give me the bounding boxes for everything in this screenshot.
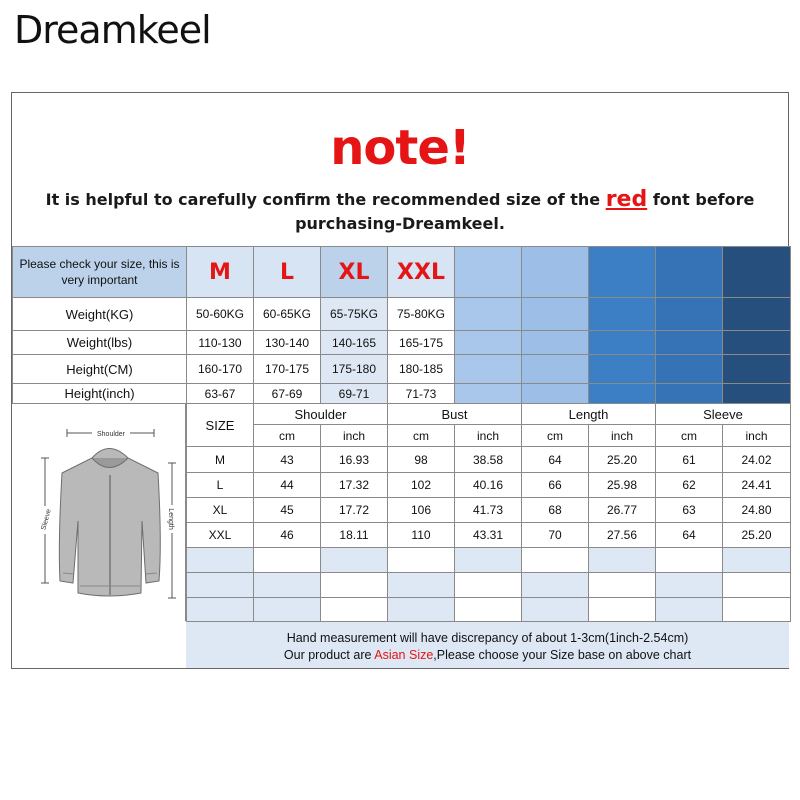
table-row (187, 498, 791, 523)
empty-cell (656, 355, 723, 384)
bust-header: Bust (388, 404, 522, 425)
table-cell: 67-69 (254, 384, 321, 404)
empty-cell (723, 384, 791, 404)
measurement-disclaimer (186, 621, 789, 668)
table-row (13, 298, 791, 331)
brand-logo: Dreamkeel (14, 8, 211, 52)
table-cell: 175-180 (321, 355, 388, 384)
sleeve-dimension-label: Sleeve (40, 508, 53, 531)
empty-cell (589, 331, 656, 355)
table-cell: 98 (388, 447, 455, 473)
note-line-2: purchasing-Dreamkeel. (295, 214, 505, 233)
table-cell: 68 (522, 498, 589, 523)
table-row (187, 523, 791, 548)
length-dimension-label: Length (167, 508, 174, 530)
empty-cell (455, 298, 522, 331)
table-cell: 45 (254, 498, 321, 523)
table-cell: 25.98 (589, 473, 656, 498)
shoulder-header: Shoulder (254, 404, 388, 425)
table-cell: 64 (656, 523, 723, 548)
recommended-size-table (12, 246, 791, 404)
empty-cell (723, 298, 791, 331)
table-cell: 71-73 (388, 384, 455, 404)
table-cell: 41.73 (455, 498, 522, 523)
size-cell: XL (187, 498, 254, 523)
unit-header: cm (388, 425, 455, 447)
unit-header: cm (254, 425, 321, 447)
table-cell: 106 (388, 498, 455, 523)
empty-cell (522, 298, 589, 331)
disclaimer-line-2-pre: Our product are (283, 648, 372, 662)
table-cell: 61 (656, 447, 723, 473)
disclaimer-line-2 (186, 647, 789, 664)
note-line-1 (0, 186, 800, 211)
empty-row (187, 573, 791, 598)
empty-cell (589, 355, 656, 384)
table-row (187, 473, 791, 498)
table-row (13, 355, 791, 384)
table-cell: 60-65KG (254, 298, 321, 331)
empty-cell (522, 355, 589, 384)
hoodie-icon (59, 449, 160, 597)
table-cell: 180-185 (388, 355, 455, 384)
table-cell: 43.31 (455, 523, 522, 548)
empty-cell (656, 298, 723, 331)
unit-header: inch (723, 425, 791, 447)
table-row (13, 331, 791, 355)
row-label: Weight(KG) (13, 298, 187, 331)
asian-size-label: Asian Size (374, 648, 434, 662)
table-cell: 70 (522, 523, 589, 548)
empty-cell (455, 331, 522, 355)
empty-cell (522, 247, 589, 298)
empty-cell (656, 384, 723, 404)
jacket-measurement-figure (12, 403, 186, 621)
size-cell: XXL (187, 523, 254, 548)
note-red-word: red (605, 187, 648, 212)
size-header-xxl: XXL (388, 247, 455, 298)
table-cell: 25.20 (589, 447, 656, 473)
table-cell: 17.72 (321, 498, 388, 523)
table-cell: 27.56 (589, 523, 656, 548)
table-cell: 24.41 (723, 473, 791, 498)
empty-cell (522, 384, 589, 404)
table-cell: 18.11 (321, 523, 388, 548)
empty-cell (522, 331, 589, 355)
table-cell: 17.32 (321, 473, 388, 498)
unit-header: inch (589, 425, 656, 447)
note-line-1-pre: It is helpful to carefully confirm the recommended size of the (45, 190, 601, 209)
unit-header: inch (321, 425, 388, 447)
empty-cell (455, 384, 522, 404)
unit-header: inch (455, 425, 522, 447)
table-cell: 160-170 (187, 355, 254, 384)
empty-cell (656, 331, 723, 355)
sleeve-header: Sleeve (656, 404, 791, 425)
table-cell: 43 (254, 447, 321, 473)
table-cell: 24.80 (723, 498, 791, 523)
table-cell: 170-175 (254, 355, 321, 384)
empty-cell (723, 247, 791, 298)
empty-cell (723, 355, 791, 384)
table-cell: 110 (388, 523, 455, 548)
table-row (13, 384, 791, 404)
table-row (187, 447, 791, 473)
table-cell: 38.58 (455, 447, 522, 473)
size-header-xl: XL (321, 247, 388, 298)
disclaimer-line-2-post: ,Please choose your Size base on above chart (433, 648, 692, 662)
table-cell: 66 (522, 473, 589, 498)
table-cell: 44 (254, 473, 321, 498)
row-label: Weight(lbs) (13, 331, 187, 355)
note-line-1-post: font before (652, 190, 755, 209)
table-cell: 40.16 (455, 473, 522, 498)
empty-cell (656, 247, 723, 298)
table-cell: 102 (388, 473, 455, 498)
size-cell: L (187, 473, 254, 498)
empty-cell (723, 331, 791, 355)
table-cell: 75-80KG (388, 298, 455, 331)
shoulder-dimension-label: Shoulder (96, 431, 126, 438)
table-cell: 46 (254, 523, 321, 548)
measurement-table (186, 403, 791, 622)
table-cell: 26.77 (589, 498, 656, 523)
table-cell: 50-60KG (187, 298, 254, 331)
length-header: Length (522, 404, 656, 425)
table-cell: 69-71 (321, 384, 388, 404)
row-label: Height(CM) (13, 355, 187, 384)
unit-header: cm (656, 425, 723, 447)
table-cell: 165-175 (388, 331, 455, 355)
empty-cell (589, 247, 656, 298)
table-cell: 62 (656, 473, 723, 498)
table-cell: 16.93 (321, 447, 388, 473)
table-cell: 140-165 (321, 331, 388, 355)
size-column-header: SIZE (187, 404, 254, 447)
empty-row (187, 598, 791, 622)
table-cell: 63 (656, 498, 723, 523)
empty-row (187, 548, 791, 573)
row-label: Height(inch) (13, 384, 187, 404)
note-title: note! (330, 120, 470, 176)
size-cell: M (187, 447, 254, 473)
empty-cell (455, 355, 522, 384)
table-cell: 63-67 (187, 384, 254, 404)
table-cell: 24.02 (723, 447, 791, 473)
table-cell: 110-130 (187, 331, 254, 355)
empty-cell (589, 384, 656, 404)
table-cell: 25.20 (723, 523, 791, 548)
size-header-l: L (254, 247, 321, 298)
size-check-header: Please check your size, this is very important (13, 247, 187, 298)
empty-cell (589, 298, 656, 331)
disclaimer-line-1: Hand measurement will have discrepancy of about 1-3cm(1inch-2.54cm) (286, 631, 689, 645)
unit-header: cm (522, 425, 589, 447)
empty-cell (455, 247, 522, 298)
table-cell: 130-140 (254, 331, 321, 355)
table-cell: 64 (522, 447, 589, 473)
size-header-m: M (187, 247, 254, 298)
jacket-diagram (12, 403, 186, 621)
table-cell: 65-75KG (321, 298, 388, 331)
